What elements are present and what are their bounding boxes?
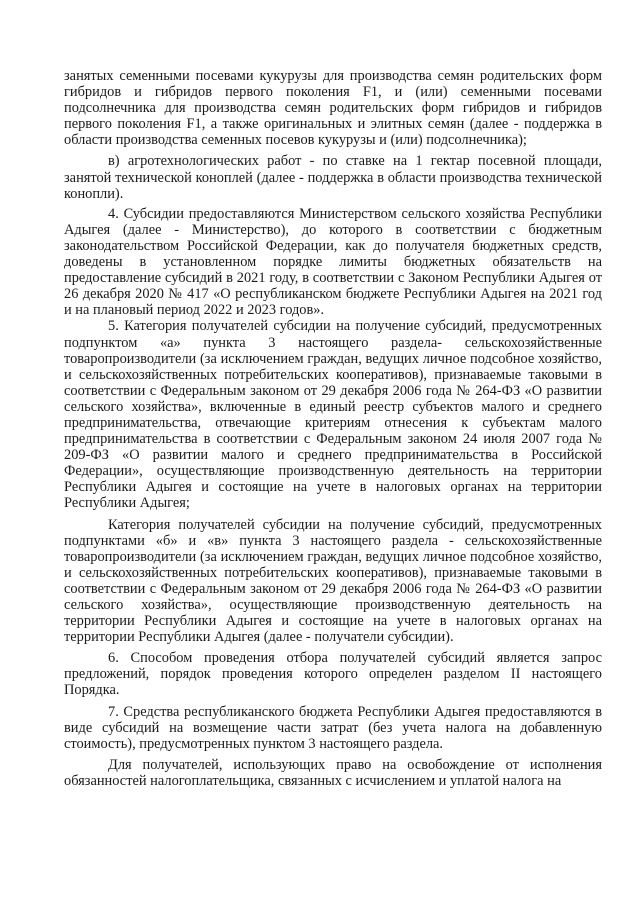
paragraph-item-5-category-b-v: Категория получателей субсидии на получение субсидий, предусмотренных подпунктами «б» и «в» пункта 3 настоящего раздела - сельскохозяйственные товаропроизводители (за исключением граждан, ведущих личное подсобное хозяйство, и сельскохозяйственных потребительских кооперативов), признаваемые таковыми в соответствии с Федеральным законом от 29 декабря 2006 года № 264-ФЗ «О развитии сельского хозяйства», осуществляющие производственную деятельность на территории Республики Адыгея и состоящие на учете в налоговых органах на территории Республики Адыгея (далее - получатели субсидии).	[64, 516, 602, 646]
paragraph-item-5: 5. Категория получателей субсидии на получение субсидий, предусмотренных подпунктом «а» пункта 3 настоящего раздела- сельскохозяйственные товаропроизводители (за исключением граждан, ведущих личное подсобное хозяйство, и сельскохозяйственных потребительских кооперативов), признаваемые таковыми в соответствии с Федеральным законом от 29 декабря 2006 года № 264-ФЗ «О развитии сельского хозяйства», включенные в единый реестр субъектов малого и среднего предпринимательства, отвечающие критериям отнесения к субъектам малого предпринимательства в соответствии с Федеральным законом 24 июля 2007 года № 209-ФЗ «О развитии малого и среднего предпринимательства в Российской Федерации», осуществляющие производственную деятельность на территории Республики Адыгея и состоящие на учете в налоговых органах на территории Республики Адыгея;	[64, 318, 602, 512]
paragraph-vat-exemption: Для получателей, использующих право на освобождение от исполнения обязанностей налогоплательщика, связанных с исчислением и уплатой налога на	[64, 756, 602, 789]
paragraph-seed-crops-continuation: занятых семенными посевами кукурузы для производства семян родительских форм гибридов и гибридов первого поколения F1, и (или) семенными посевами подсолнечника для производства семян родительских форм гибридов и гибридов первого поколения F1, а также оригинальных и элитных семян (далее - поддержка в области производства семенных посевов кукурузы и (или) подсолнечника);	[64, 68, 602, 149]
paragraph-subitem-v: в) агротехнологических работ - по ставке на 1 гектар посевной площади, занятой технической коноплей (далее - поддержка в области производства технической конопли).	[64, 153, 602, 202]
paragraph-item-6: 6. Способом проведения отбора получателей субсидий является запрос предложений, порядок проведения которого определен разделом II настоящего Порядка.	[64, 650, 602, 699]
paragraph-item-7: 7. Средства республиканского бюджета Республики Адыгея предоставляются в виде субсидий на возмещение части затрат (без учета налога на добавленную стоимость), предусмотренных пунктом 3 настоящего раздела.	[64, 703, 602, 752]
document-page	[64, 68, 602, 789]
paragraph-item-4: 4. Субсидии предоставляются Министерством сельского хозяйства Республики Адыгея (далее - Министерство), до которого в соответствии с бюджетным законодательством Российской Федерации, как до получателя бюджетных средств, доведены в установленном порядке лимиты бюджетных обязательств на предоставление субсидий в 2021 году, в соответствии с Законом Республики Адыгея от 26 декабря 2020 № 417 «О республиканском бюджете Республики Адыгея на 2021 год и на плановый период 2022 и 2023 годов».	[64, 205, 602, 319]
